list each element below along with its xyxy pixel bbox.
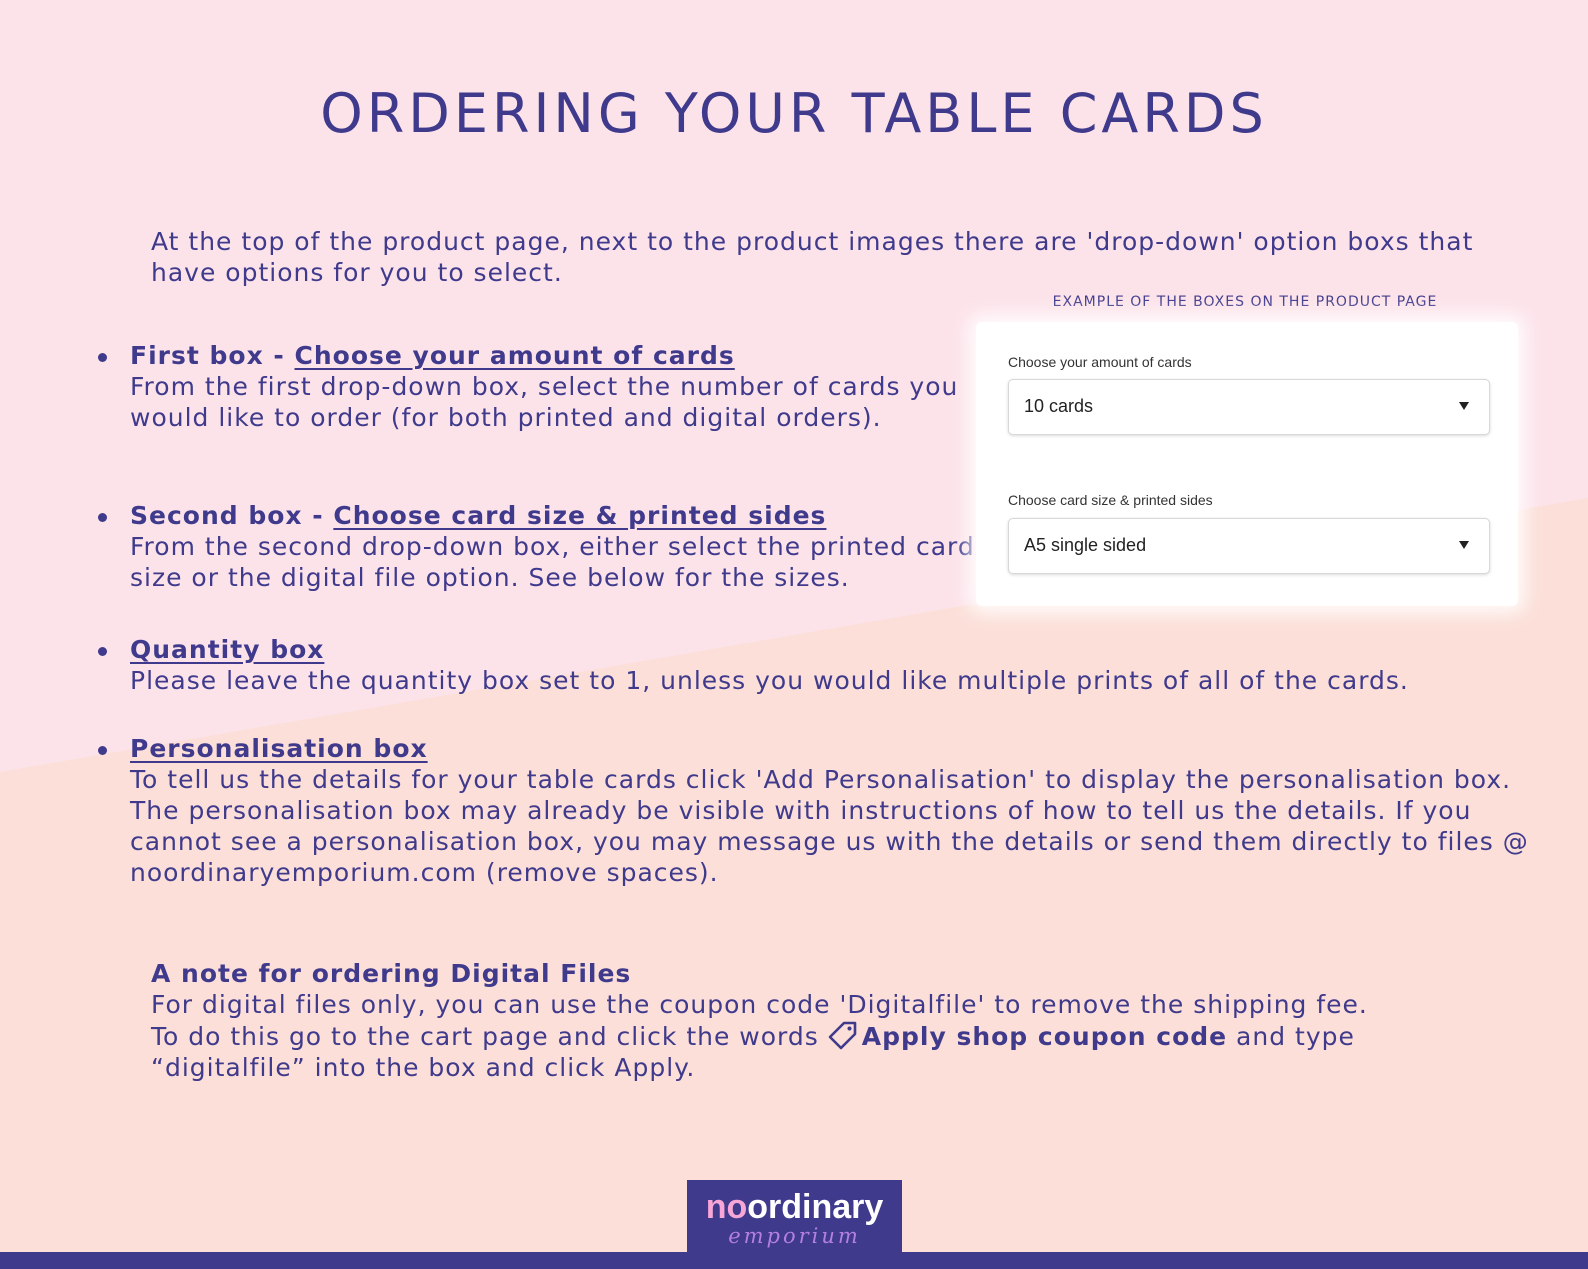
amount-select-label: Choose your amount of cards	[1008, 354, 1192, 370]
bullet-dot	[98, 513, 107, 522]
digital-files-note	[151, 958, 1531, 1083]
size-select[interactable]	[1008, 518, 1490, 574]
note-heading: A note for ordering Digital Files	[151, 959, 632, 988]
bullet-heading	[130, 733, 1550, 764]
bullet-dot	[98, 746, 107, 755]
note-line-2-pre: To do this go to the cart page and click the words	[151, 1022, 828, 1051]
page-title: ORDERING YOUR TABLE CARDS	[320, 82, 1268, 145]
bullet-heading	[130, 340, 990, 371]
bullet-body: From the second drop-down box, either select the printed card size or the digital file option. See below for the sizes.	[130, 532, 975, 592]
bullet-heading-underlined: Choose card size & printed sides	[333, 501, 827, 530]
intro-text: At the top of the product page, next to the product images there are 'drop-down' option boxs that have options for you to select.	[151, 227, 1474, 287]
bullet-heading	[130, 500, 990, 531]
bullet-heading	[130, 634, 1550, 665]
caret-down-icon	[1459, 541, 1469, 549]
note-line-3: “digitalfile” into the box and click Apply.	[151, 1053, 696, 1082]
brand-logo	[687, 1180, 902, 1269]
tag-icon	[828, 1020, 858, 1050]
amount-select[interactable]	[1008, 379, 1490, 435]
caret-down-icon	[1459, 402, 1469, 410]
list-item-first-box	[96, 340, 990, 433]
bullet-dot	[98, 353, 107, 362]
logo-rest: ordinary	[747, 1188, 884, 1226]
logo-script: emporium	[728, 1224, 861, 1248]
apply-coupon-link[interactable]	[828, 1022, 1227, 1051]
list-item-second-box	[96, 500, 990, 593]
bullet-heading-underlined: Quantity box	[130, 635, 325, 664]
note-line-2	[151, 1020, 1531, 1052]
size-select-label: Choose card size & printed sides	[1008, 492, 1213, 508]
list-item-personalisation-box	[96, 733, 1550, 888]
bullet-dot	[98, 647, 107, 656]
note-line-1: For digital files only, you can use the coupon code 'Digitalfile' to remove the shipping fee.	[151, 990, 1368, 1019]
size-select-value: A5 single sided	[1024, 535, 1147, 555]
apply-coupon-label: Apply shop coupon code	[861, 1022, 1228, 1051]
bullet-prefix: Second box -	[130, 501, 334, 530]
bullet-prefix: First box -	[130, 341, 295, 370]
logo-wordmark	[687, 1188, 902, 1227]
list-item-quantity-box	[96, 634, 1550, 696]
logo-o: o	[726, 1188, 748, 1226]
example-caption: EXAMPLE OF THE BOXES ON THE PRODUCT PAGE	[1052, 294, 1438, 310]
bullet-body: To tell us the details for your table cards click 'Add Personalisation' to display the personalisation box. The personalisation box may already be visible with instructions of how to tell us the details. If you cannot see a personalisation box, you may message us with the details or send them directly to files @ noordinaryemporium.com (remove spaces).	[130, 765, 1529, 887]
bullet-body: Please leave the quantity box set to 1, unless you would like multiple prints of all of the cards.	[130, 666, 1409, 695]
bullet-heading-underlined: Personalisation box	[130, 734, 428, 763]
example-options-panel	[976, 322, 1518, 606]
bullet-body: From the first drop-down box, select the number of cards you would like to order (for both printed and digital orders).	[130, 372, 959, 432]
bullet-heading-underlined: Choose your amount of cards	[294, 341, 735, 370]
amount-select-value: 10 cards	[1024, 396, 1094, 416]
note-line-2-post: and type	[1227, 1022, 1355, 1051]
logo-n: n	[705, 1188, 727, 1226]
